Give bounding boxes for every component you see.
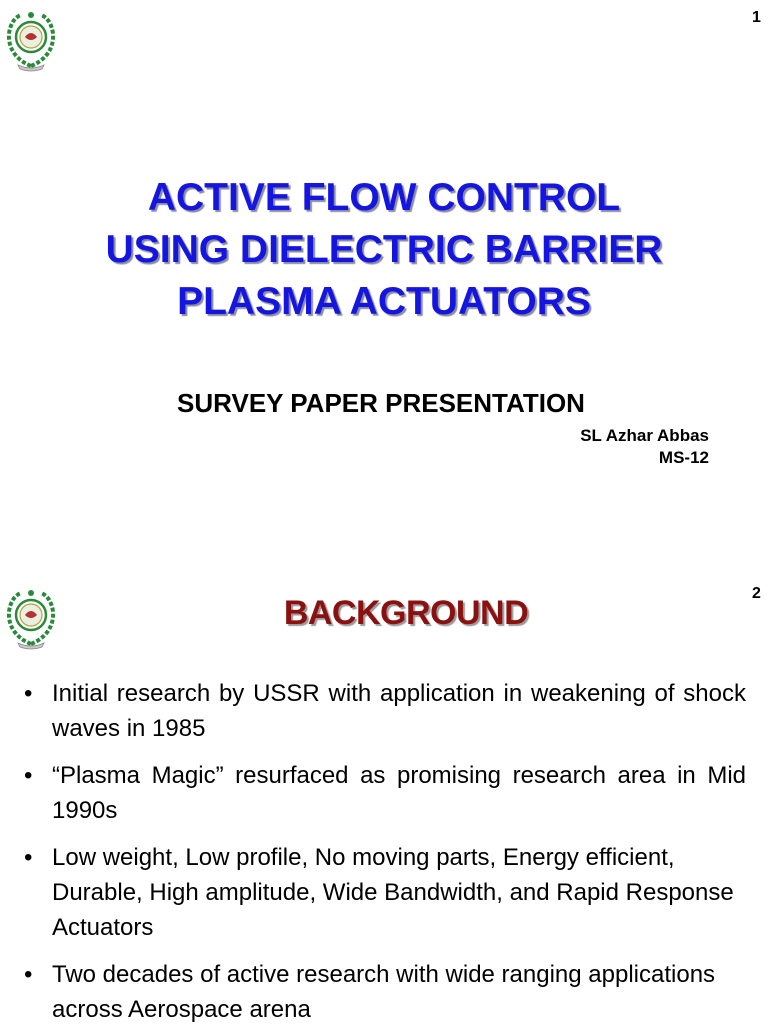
list-item: [22, 758, 746, 828]
list-item: [22, 840, 746, 945]
author-program: MS-12: [658, 448, 709, 467]
institution-crest-icon: [4, 10, 58, 72]
title-line-2: USING DIELECTRIC BARRIER: [105, 228, 663, 271]
presentation-title: [0, 172, 768, 328]
slide-number: 2: [752, 585, 761, 602]
bullet-icon: •: [24, 844, 33, 871]
author-block: [580, 425, 709, 469]
bullet-icon: •: [24, 680, 33, 707]
presentation-subtitle: SURVEY PAPER PRESENTATION: [177, 388, 585, 418]
title-line-1: ACTIVE FLOW CONTROL: [147, 176, 621, 219]
bullet-text: Low weight, Low profile, No moving parts, Energy efficient, Durable, High amplitude, Wide Bandwidth, and Rapid Response Actuators: [52, 844, 734, 941]
list-item: [22, 676, 746, 746]
section-title: BACKGROUND: [283, 594, 529, 632]
bullet-list: [22, 676, 746, 1024]
author-name: SL Azhar Abbas: [580, 426, 709, 445]
bullet-text: Two decades of active research with wide ranging applications across Aerospace arena: [52, 961, 716, 1023]
bullet-text: “Plasma Magic” resurfaced as promising research area in Mid 1990s: [52, 762, 746, 824]
slide-number: 1: [752, 9, 761, 26]
slide-2: [0, 576, 768, 1024]
bullet-icon: •: [24, 961, 33, 988]
title-line-3: PLASMA ACTUATORS: [177, 280, 591, 323]
list-item: [22, 957, 746, 1024]
bullet-icon: •: [24, 762, 33, 789]
bullet-text: Initial research by USSR with application in weakening of shock waves in 1985: [52, 680, 746, 742]
